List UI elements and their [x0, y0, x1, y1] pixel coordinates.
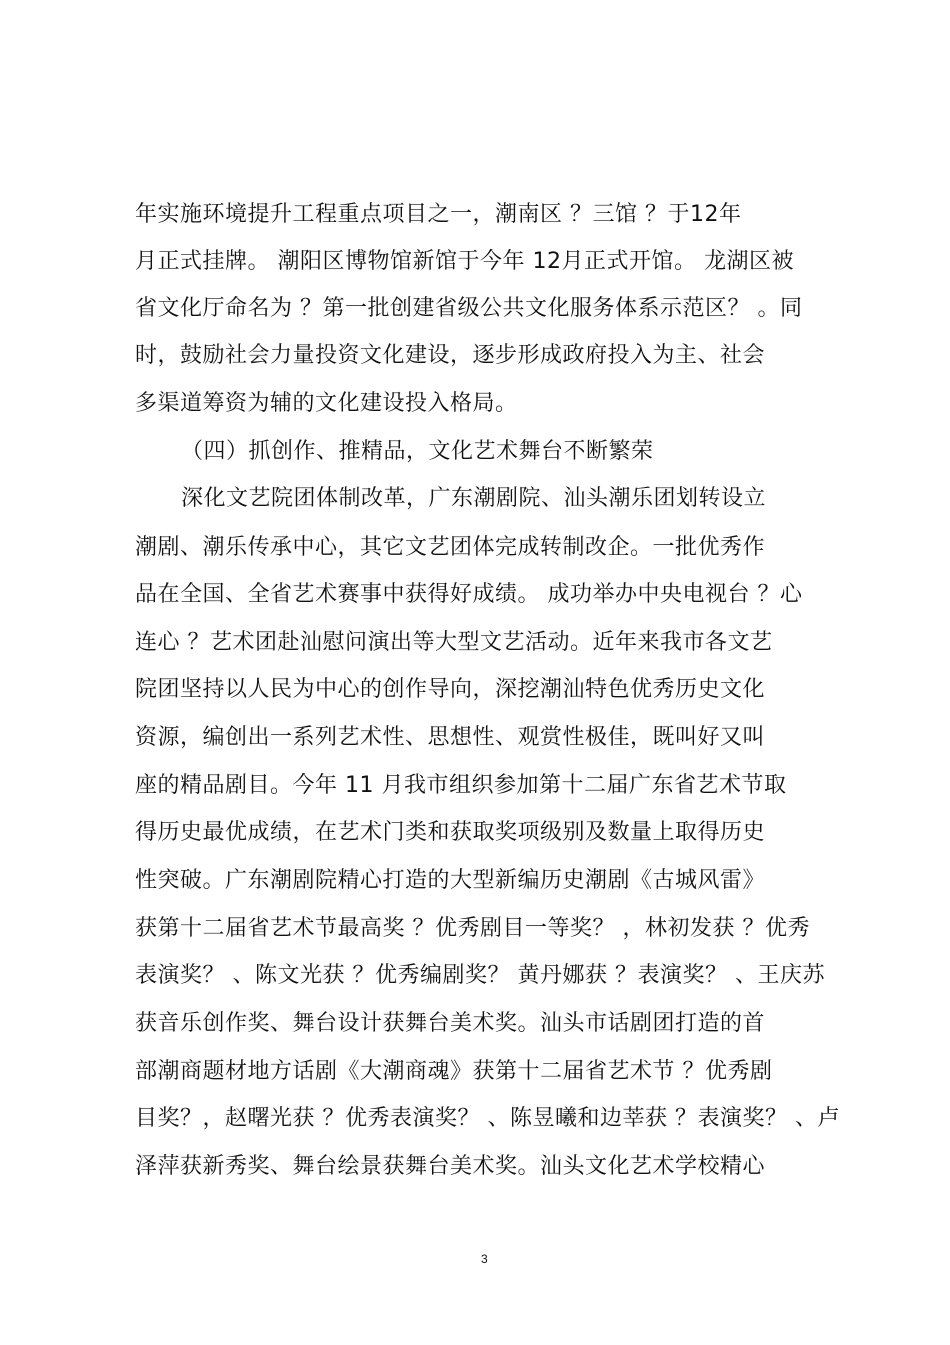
- text-line-1: 年实施环境提升工程重点项目之一，潮南区 ？三馆 ？于12年: [135, 202, 742, 227]
- text-line-2: 月正式挂牌。 潮阳区博物馆新馆于今年 12月正式开馆。 龙湖区被: [135, 249, 794, 274]
- text-line-17: 表演奖？ 、陈文光获 ？优秀编剧奖？ 黄丹娜获 ？表演奖？ 、王庆苏: [135, 963, 825, 988]
- text-line-11: 院团坚持以人民为中心的创作导向，深挖潮汕特色优秀历史文化: [135, 677, 766, 702]
- text-line-5: 多渠道筹资为辅的文化建设投入格局。: [135, 391, 518, 416]
- text-line-16: 获第十二届省艺术节最高奖 ？优秀剧目一等奖？ ，林初发获 ？优秀: [135, 916, 810, 941]
- text-line-20: 目奖？，赵曙光获 ？优秀表演奖？ 、陈昱曦和边莘获 ？表演奖？ 、卢: [135, 1106, 840, 1131]
- text-line-12: 资源，编创出一系列艺术性、思想性、观赏性极佳，既叫好又叫: [135, 725, 766, 750]
- page-number: 3: [481, 1252, 488, 1266]
- text-line-13: 座的精品剧目。今年 11 月我市组织参加第十二届广东省艺术节取: [135, 773, 787, 798]
- text-line-21: 泽萍获新秀奖、舞台绘景获舞台美术奖。汕头文化艺术学校精心: [135, 1154, 766, 1179]
- text-line-10: 连心 ？艺术团赴汕慰问演出等大型文艺活动。近年来我市各文艺: [135, 630, 773, 655]
- text-line-19: 部潮商题材地方话剧《大潮商魂》获第十二届省艺术节 ？优秀剧: [135, 1059, 773, 1084]
- text-line-15: 性突破。广东潮剧院精心打造的大型新编历史潮剧《古城风雷》: [135, 868, 766, 893]
- section-heading: （四）抓创作、推精品，文化艺术舞台不断繁荣: [181, 439, 654, 464]
- text-line-4: 时，鼓励社会力量投资文化建设，逐步形成政府投入为主、社会: [135, 343, 766, 368]
- text-line-18: 获音乐创作奖、舞台设计获舞台美术奖。汕头市话剧团打造的首: [135, 1011, 766, 1036]
- text-line-7: 深化文艺院团体制改革，广东潮剧院、汕头潮乐团划转设立: [181, 486, 767, 511]
- text-line-14: 得历史最优成绩，在艺术门类和获取奖项级别及数量上取得历史: [135, 820, 766, 845]
- text-line-9: 品在全国、全省艺术赛事中获得好成绩。 成功举办中央电视台 ？心: [135, 582, 803, 607]
- text-line-3: 省文化厅命名为 ？第一批创建省级公共文化服务体系示范区？ 。同: [135, 296, 803, 321]
- text-line-8: 潮剧、潮乐传承中心，其它文艺团体完成转制改企。一批优秀作: [135, 535, 766, 560]
